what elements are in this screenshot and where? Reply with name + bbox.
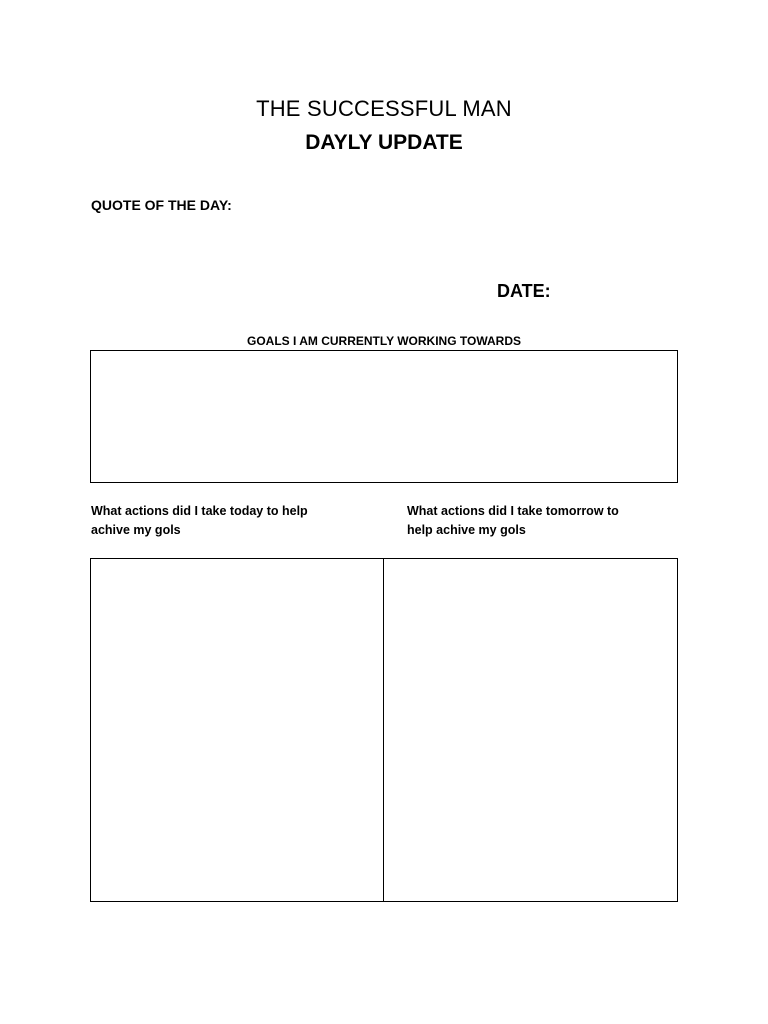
- document-subtitle: DAYLY UPDATE: [305, 131, 463, 154]
- actions-today-box[interactable]: [90, 558, 384, 902]
- actions-tomorrow-heading: What actions did I take tomorrow to help achive my gols: [407, 504, 619, 537]
- actions-tomorrow-box[interactable]: [383, 558, 678, 902]
- goals-heading: GOALS I AM CURRENTLY WORKING TOWARDS: [246, 334, 521, 348]
- actions-today-field[interactable]: [91, 559, 383, 575]
- actions-today-heading: What actions did I take today to help achive my gols: [91, 504, 308, 537]
- date-label: DATE:: [497, 281, 551, 301]
- quote-label: QUOTE OF THE DAY:: [91, 197, 232, 213]
- goals-box[interactable]: [90, 350, 678, 483]
- document-title: THE SUCCESSFUL MAN: [256, 96, 512, 121]
- actions-tomorrow-field[interactable]: [384, 559, 677, 575]
- goals-field[interactable]: [91, 351, 677, 367]
